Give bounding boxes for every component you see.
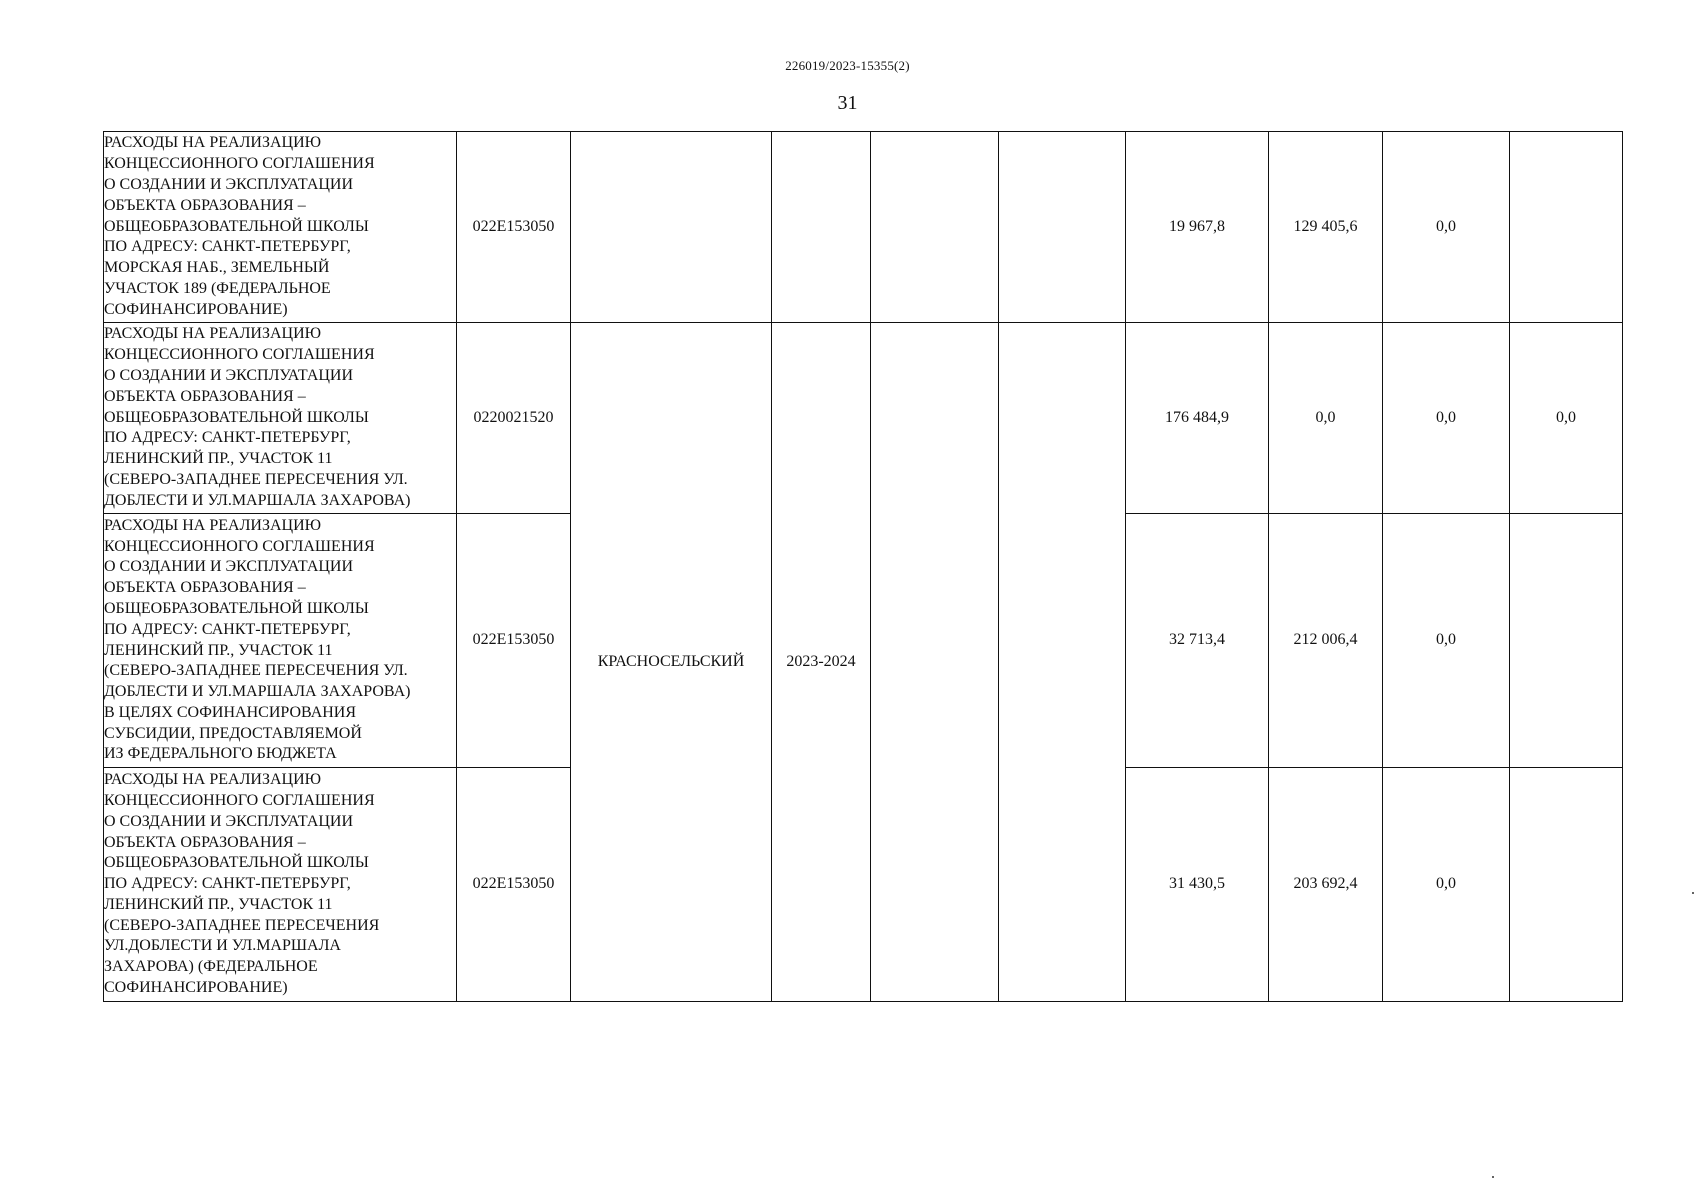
period-cell-empty [772,132,871,323]
row-description: РАСХОДЫ НА РЕАЛИЗАЦИЮ КОНЦЕССИОННОГО СОГЛАШЕНИЯ О СОЗДАНИИ И ЭКСПЛУАТАЦИИ ОБЪЕКТА ОБРАЗОВАНИЯ – ОБЩЕОБРАЗОВАТЕЛЬНОЙ ШКОЛЫ ПО АДРЕСУ: САНКТ-ПЕТЕРБУРГ, ЛЕНИНСКИЙ ПР., УЧАСТОК 11 (СЕВЕРО-ЗАПАДНЕЕ ПЕРЕСЕЧЕНИЯ УЛ.ДОБЛЕСТИ И УЛ.МАРШАЛА ЗАХАРОВА) (ФЕДЕРАЛЬНОЕ СОФИНАНСИРОВАНИЕ) [104,768,457,1002]
value-cell [1510,768,1623,1002]
value-cell: 176 484,9 [1126,323,1269,514]
value-cell: 0,0 [1383,323,1510,514]
value-cell: 0,0 [1383,514,1510,768]
empty-cell [871,132,999,323]
page-number: 31 [837,92,858,114]
row-code: 022E153050 [457,132,571,323]
value-cell: 0,0 [1383,768,1510,1002]
value-cell [1510,132,1623,323]
document-id: 226019/2023-15355(2) [785,58,910,73]
value-cell: 212 006,4 [1269,514,1383,768]
period-cell: 2023-2024 [772,323,871,1002]
row-description: РАСХОДЫ НА РЕАЛИЗАЦИЮ КОНЦЕССИОННОГО СОГЛАШЕНИЯ О СОЗДАНИИ И ЭКСПЛУАТАЦИИ ОБЪЕКТА ОБРАЗОВАНИЯ – ОБЩЕОБРАЗОВАТЕЛЬНОЙ ШКОЛЫ ПО АДРЕСУ: САНКТ-ПЕТЕРБУРГ, МОРСКАЯ НАБ., ЗЕМЕЛЬНЫЙ УЧАСТОК 189 (ФЕДЕРАЛЬНОЕ СОФИНАНСИРОВАНИЕ) [104,132,457,323]
empty-cell [999,323,1126,1002]
value-cell [1510,514,1623,768]
value-cell: 129 405,6 [1269,132,1383,323]
scan-speck [1692,892,1694,894]
row-code: 0220021520 [457,323,571,514]
budget-table [103,131,1623,1002]
value-cell: 19 967,8 [1126,132,1269,323]
value-cell: 203 692,4 [1269,768,1383,1002]
empty-cell [999,132,1126,323]
scan-speck [1492,1176,1494,1178]
table-row [104,132,1623,323]
value-cell: 0,0 [1269,323,1383,514]
district-cell: КРАСНОСЕЛЬСКИЙ [571,323,772,1002]
empty-cell [871,323,999,1002]
row-code: 022E153050 [457,768,571,1002]
row-description: РАСХОДЫ НА РЕАЛИЗАЦИЮ КОНЦЕССИОННОГО СОГЛАШЕНИЯ О СОЗДАНИИ И ЭКСПЛУАТАЦИИ ОБЪЕКТА ОБРАЗОВАНИЯ – ОБЩЕОБРАЗОВАТЕЛЬНОЙ ШКОЛЫ ПО АДРЕСУ: САНКТ-ПЕТЕРБУРГ, ЛЕНИНСКИЙ ПР., УЧАСТОК 11 (СЕВЕРО-ЗАПАДНЕЕ ПЕРЕСЕЧЕНИЯ УЛ. ДОБЛЕСТИ И УЛ.МАРШАЛА ЗАХАРОВА) В ЦЕЛЯХ СОФИНАНСИРОВАНИЯ СУБСИДИИ, ПРЕДОСТАВЛЯЕМОЙ ИЗ ФЕДЕРАЛЬНОГО БЮДЖЕТА [104,514,457,768]
value-cell: 32 713,4 [1126,514,1269,768]
table-row [104,323,1623,514]
value-cell: 0,0 [1383,132,1510,323]
row-description: РАСХОДЫ НА РЕАЛИЗАЦИЮ КОНЦЕССИОННОГО СОГЛАШЕНИЯ О СОЗДАНИИ И ЭКСПЛУАТАЦИИ ОБЪЕКТА ОБРАЗОВАНИЯ – ОБЩЕОБРАЗОВАТЕЛЬНОЙ ШКОЛЫ ПО АДРЕСУ: САНКТ-ПЕТЕРБУРГ, ЛЕНИНСКИЙ ПР., УЧАСТОК 11 (СЕВЕРО-ЗАПАДНЕЕ ПЕРЕСЕЧЕНИЯ УЛ. ДОБЛЕСТИ И УЛ.МАРШАЛА ЗАХАРОВА) [104,323,457,514]
value-cell: 0,0 [1510,323,1623,514]
value-cell: 31 430,5 [1126,768,1269,1002]
district-cell-empty [571,132,772,323]
row-code: 022E153050 [457,514,571,768]
